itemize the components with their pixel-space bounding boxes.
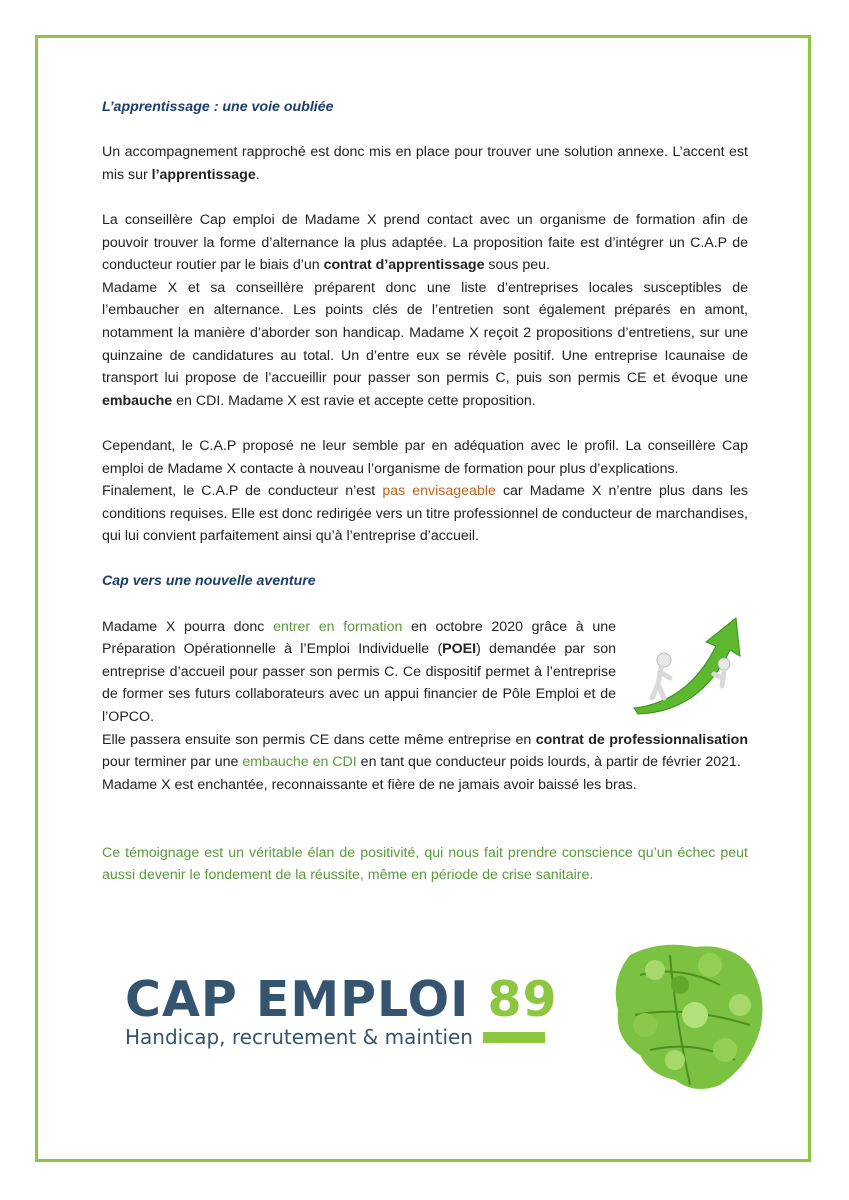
leaf-map-illustration (600, 935, 770, 1095)
highlight-text: entrer en formation (273, 618, 403, 635)
paragraph: Madame X est enchantée, reconnaissante et fière de ne jamais avoir baissé les bras. (102, 776, 637, 793)
paragraph (102, 141, 748, 186)
text: car Madame X n’entre plus dans les conditions requises. Elle est donc redirigée vers un titre professionnel de conducteur de marchandises, qui lui convient parfaitement ainsi qu’à l’entreprise d’accueil. (102, 483, 749, 545)
paragraph (102, 480, 748, 548)
logo-tagline: Handicap, recrutement & maintien (125, 1025, 473, 1049)
highlight-text: pas envisageable (382, 483, 496, 500)
text: en CDI. Madame X est ravie et accepte cette proposition. (172, 392, 536, 409)
logo-tagline-row (125, 1025, 545, 1049)
section-heading-apprentissage: L’apprentissage : une voie oubliée (102, 99, 334, 115)
growth-arrow-illustration (628, 616, 748, 716)
text: en tant que conducteur poids lourds, à partir de février 2021. (356, 754, 741, 771)
text: Finalement, le C.A.P de conducteur n’est (102, 483, 383, 500)
logo-bar (483, 1032, 545, 1043)
logo-title (125, 971, 558, 1028)
document-body (102, 96, 748, 887)
bold-text: contrat d’apprentissage (323, 257, 485, 274)
text: en octobre 2020 grâce à une Préparation Opérationnelle à l’Emploi Individuelle ( (102, 618, 616, 658)
text: Elle passera ensuite son permis CE dans cette même entreprise en (102, 731, 536, 748)
text: sous peu. (484, 257, 550, 274)
bold-text: l’apprentissage (151, 166, 256, 183)
logo-number: 89 (487, 971, 558, 1028)
cap-emploi-logo (125, 971, 558, 1049)
paragraph (102, 277, 748, 413)
paragraph (102, 729, 748, 774)
text: Un accompagnement rapproché est donc mis en place pour trouver une solution annexe. L’accent est mis sur (102, 144, 748, 183)
text: ) demandée par son entreprise d’accueil pour passer son permis C. Ce dispositif permet à l’entreprise de former ses futurs collaborateurs avec un appui financier de Pôle Emploi et de l’OPCO. (102, 641, 616, 726)
bold-text: POEI (442, 641, 477, 658)
text: La conseillère Cap emploi de Madame X prend contact avec un organisme de formation afin de pouvoir trouver la forme d’alternance la plus adaptée. La proposition faite est d’intégrer un C.A.P de conducteur routier par le biais d’un (102, 211, 748, 274)
logo-main-text: CAP EMPLOI (125, 971, 470, 1028)
conclusion-paragraph: Ce témoignage est un véritable élan de positivité, qui nous fait prendre conscience qu’un échec peut aussi devenir le fondement de la réussite, même en période de crise sanitaire. (102, 844, 748, 884)
text: . (255, 166, 260, 183)
paragraph: Cependant, le C.A.P proposé ne leur semble par en adéquation avec le profil. La conseillère Cap emploi de Madame X contacte à nouveau l’organisme de formation pour plus d’explications. (102, 437, 748, 477)
text: pour terminer par une (102, 754, 243, 771)
highlight-text: embauche en CDI (242, 754, 357, 771)
bold-text: contrat de professionnalisation (535, 731, 748, 748)
text: Madame X pourra donc (102, 618, 274, 635)
text: Madame X et sa conseillère préparent donc une liste d’entreprises locales susceptibles de l’embaucher en alternance. Les points clés de l’entretien sont également préparés en amont, notamment la manière d’aborder son handicap. Madame X reçoit 2 propositions d’entretiens, sur une quinzaine de candidatures au total. Un d’entre eux se révèle positif. Une entreprise Icaunaise de transport lui propose de l’accueillir pour passer son permis C, puis son permis CE et évoque une (102, 279, 748, 387)
section-heading-aventure: Cap vers une nouvelle aventure (102, 573, 316, 590)
bold-text: embauche (102, 392, 173, 409)
paragraph (102, 209, 748, 277)
